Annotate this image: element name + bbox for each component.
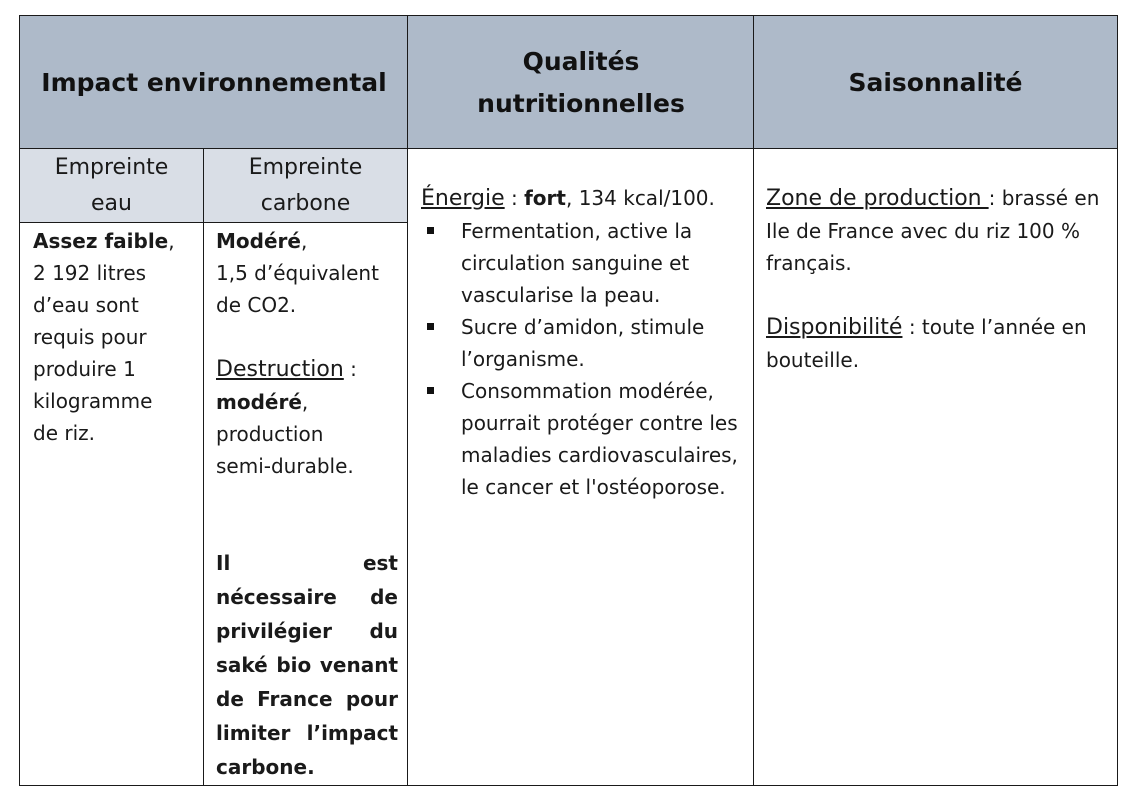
subheader-empreinte-eau (20, 149, 203, 223)
cell-empreinte-eau (33, 225, 198, 449)
energie-line (421, 182, 746, 215)
destruction-label: Destruction (216, 357, 344, 382)
header-saison-label: Saisonnalité (848, 67, 1023, 97)
list-item: Fermentation, active la circulation sanguine et vascularise la peau. (421, 215, 746, 311)
disponibilite (766, 311, 1106, 376)
subheader-eau-line1: Empreinte (54, 155, 169, 180)
header-impact-label: Impact environnemental (41, 67, 387, 97)
eau-rating-comma: , (168, 229, 175, 253)
list-item: Sucre d’amidon, stimule l’organisme. (421, 311, 746, 375)
spacer (766, 279, 1106, 311)
destruction-semi-durable: semi-durable. (216, 454, 354, 478)
spacer (216, 321, 398, 353)
eau-line: 2 192 litres (33, 261, 147, 285)
energie-label: Énergie (421, 186, 505, 211)
carbone-co2: de CO2. (216, 293, 297, 317)
energie-level: fort (524, 186, 566, 210)
dispo-text: : toute l’année en bouteille. (766, 315, 1087, 372)
header-qualites-line1: Qualités (522, 46, 640, 76)
spacer (216, 482, 398, 546)
product-info-table (19, 15, 1118, 786)
carbone-recommendation: Il est nécessaire de privilégier du saké bio venant de France pour limiter l’impact carbone. (216, 551, 398, 779)
subheader-carbone-line2: carbone (260, 191, 351, 216)
header-qualites-nutritionnelles (408, 16, 754, 149)
header-qualites-line2: nutritionnelles (477, 88, 685, 118)
destruction-rating-comma: , (301, 390, 309, 414)
eau-line: produire 1 (33, 357, 136, 381)
cell-saisonnalite (766, 182, 1106, 376)
cell-empreinte-carbone (216, 225, 398, 784)
cell-qualites-nutritionnelles (421, 182, 746, 503)
destruction-sep: : (343, 357, 357, 381)
subheader-eau-line2: eau (91, 191, 132, 216)
carbone-rating-value: Modéré (216, 229, 301, 253)
dispo-label: Disponibilité (766, 315, 903, 340)
eau-line: d’eau sont (33, 293, 139, 317)
carbone-rating (216, 225, 398, 257)
zone-production (766, 182, 1106, 279)
header-saisonnalite (754, 16, 1117, 149)
eau-rating (33, 225, 198, 257)
header-divider (20, 148, 1117, 149)
destruction-heading (216, 353, 398, 386)
destruction-rating-value: modéré (216, 390, 302, 414)
benefits-list (421, 215, 746, 503)
list-item: Consommation modérée, pourrait protéger contre les maladies cardiovasculaires, le cancer et l'ostéoporose. (421, 375, 746, 503)
zone-label: Zone de production (766, 186, 989, 211)
col-divider-3 (753, 16, 754, 785)
eau-rating-value: Assez faible (33, 229, 169, 253)
header-impact-environnemental (20, 16, 408, 149)
energie-value: , 134 kcal/100. (565, 186, 715, 210)
subheader-empreinte-carbone (203, 149, 408, 223)
destruction-production: production (216, 422, 324, 446)
eau-line: requis pour (33, 325, 147, 349)
zone-text: : brassé en Ile de France avec du riz 100 % français. (766, 186, 1100, 275)
energie-sep: : (504, 186, 525, 210)
subheader-divider (20, 222, 408, 223)
destruction-rating (216, 386, 398, 418)
eau-line: de riz. (33, 421, 95, 445)
eau-line: kilogramme (33, 389, 153, 413)
col-divider-1 (203, 149, 204, 785)
carbone-rating-comma: , (300, 229, 308, 253)
subheader-carbone-line1: Empreinte (248, 155, 363, 180)
carbone-equivalent: 1,5 d’équivalent (216, 261, 379, 285)
col-divider-2 (407, 16, 408, 785)
